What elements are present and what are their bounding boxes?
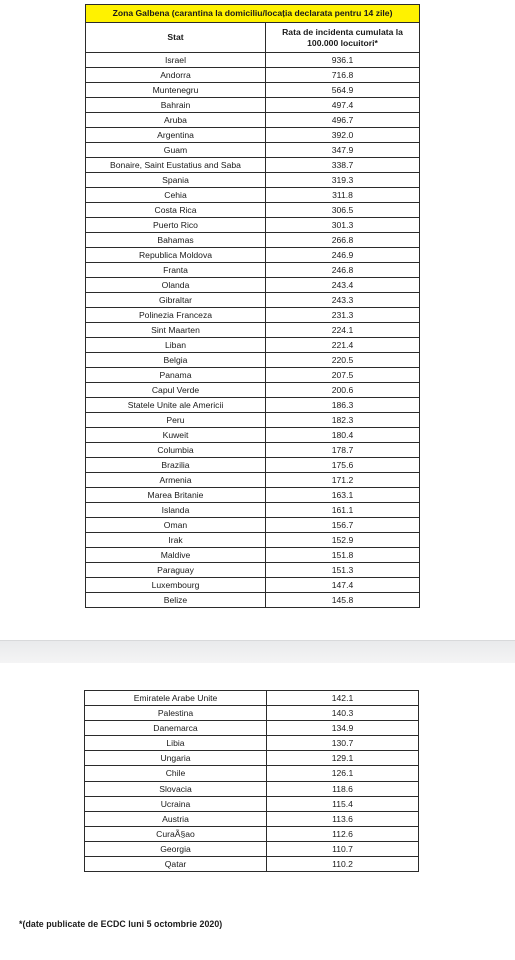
rate-cell: 134.9 <box>267 721 419 736</box>
country-cell: Kuweit <box>86 428 266 443</box>
table-row <box>86 503 420 518</box>
table-body-part1 <box>86 53 420 608</box>
table-row <box>86 338 420 353</box>
table-row <box>86 293 420 308</box>
country-cell: Franta <box>86 263 266 278</box>
table-row <box>86 383 420 398</box>
table-row <box>86 368 420 383</box>
table-row <box>86 203 420 218</box>
source-footnote: *(date publicate de ECDC luni 5 octombrie 2020) <box>19 919 223 929</box>
rate-cell: 113.6 <box>267 811 419 826</box>
table-row <box>86 128 420 143</box>
page-separator <box>0 640 515 664</box>
table-row <box>85 736 419 751</box>
table-row <box>86 53 420 68</box>
rate-cell: 243.3 <box>266 293 420 308</box>
country-cell: Ungaria <box>85 751 267 766</box>
table-row <box>86 323 420 338</box>
country-cell: Emiratele Arabe Unite <box>85 691 267 706</box>
rate-cell: 180.4 <box>266 428 420 443</box>
country-cell: Belize <box>86 593 266 608</box>
table-row <box>85 796 419 811</box>
table-row <box>86 593 420 608</box>
rate-cell: 110.2 <box>267 857 419 872</box>
table-row <box>86 578 420 593</box>
country-cell: Islanda <box>86 503 266 518</box>
country-cell: Statele Unite ale Americii <box>86 398 266 413</box>
rate-cell: 311.8 <box>266 188 420 203</box>
country-cell: Oman <box>86 518 266 533</box>
table-row <box>85 706 419 721</box>
table-row <box>86 218 420 233</box>
country-cell: Slovacia <box>85 781 267 796</box>
country-cell: Liban <box>86 338 266 353</box>
country-cell: Aruba <box>86 113 266 128</box>
table-row <box>86 488 420 503</box>
rate-cell: 220.5 <box>266 353 420 368</box>
rate-cell: 163.1 <box>266 488 420 503</box>
rate-cell: 301.3 <box>266 218 420 233</box>
rate-cell: 129.1 <box>267 751 419 766</box>
table-row <box>85 766 419 781</box>
table-title: Zona Galbena (carantina la domiciliu/locația declarata pentru 14 zile) <box>86 5 420 23</box>
rate-cell: 347.9 <box>266 143 420 158</box>
rate-cell: 178.7 <box>266 443 420 458</box>
table-row <box>86 413 420 428</box>
table-row <box>85 841 419 856</box>
country-cell: Brazilia <box>86 458 266 473</box>
country-cell: Peru <box>86 413 266 428</box>
table-row <box>86 263 420 278</box>
table-row <box>86 533 420 548</box>
incidence-table-part1 <box>85 4 420 608</box>
country-cell: Bonaire, Saint Eustatius and Saba <box>86 158 266 173</box>
table-row <box>85 691 419 706</box>
country-cell: Maldive <box>86 548 266 563</box>
rate-cell: 266.8 <box>266 233 420 248</box>
rate-cell: 175.6 <box>266 458 420 473</box>
table-row <box>86 173 420 188</box>
country-cell: Argentina <box>86 128 266 143</box>
table-row <box>86 443 420 458</box>
table-row <box>86 233 420 248</box>
country-cell: Republica Moldova <box>86 248 266 263</box>
country-cell: Polinezia Franceza <box>86 308 266 323</box>
rate-cell: 142.1 <box>267 691 419 706</box>
country-cell: Ucraina <box>85 796 267 811</box>
rate-cell: 171.2 <box>266 473 420 488</box>
rate-cell: 306.5 <box>266 203 420 218</box>
table-row <box>85 826 419 841</box>
country-cell: Gibraltar <box>86 293 266 308</box>
country-cell: Belgia <box>86 353 266 368</box>
rate-cell: 145.8 <box>266 593 420 608</box>
country-cell: Spania <box>86 173 266 188</box>
rate-cell: 152.9 <box>266 533 420 548</box>
country-cell: Puerto Rico <box>86 218 266 233</box>
table-row <box>85 751 419 766</box>
rate-cell: 392.0 <box>266 128 420 143</box>
rate-cell: 140.3 <box>267 706 419 721</box>
country-cell: Irak <box>86 533 266 548</box>
country-cell: Panama <box>86 368 266 383</box>
rate-cell: 221.4 <box>266 338 420 353</box>
country-cell: Olanda <box>86 278 266 293</box>
country-cell: Paraguay <box>86 563 266 578</box>
rate-cell: 151.8 <box>266 548 420 563</box>
table-row <box>86 563 420 578</box>
rate-cell: 207.5 <box>266 368 420 383</box>
rate-cell: 161.1 <box>266 503 420 518</box>
table-row <box>86 248 420 263</box>
table-row <box>86 548 420 563</box>
country-cell: CuraÃ§ao <box>85 826 267 841</box>
rate-cell: 151.3 <box>266 563 420 578</box>
table-row <box>86 473 420 488</box>
country-cell: Qatar <box>85 857 267 872</box>
country-cell: Armenia <box>86 473 266 488</box>
rate-cell: 112.6 <box>267 826 419 841</box>
incidence-table-part2 <box>84 690 419 872</box>
rate-cell: 936.1 <box>266 53 420 68</box>
table-row <box>86 158 420 173</box>
table-row <box>86 278 420 293</box>
column-header-country: Stat <box>86 23 266 53</box>
country-cell: Palestina <box>85 706 267 721</box>
rate-cell: 231.3 <box>266 308 420 323</box>
rate-cell: 224.1 <box>266 323 420 338</box>
rate-cell: 118.6 <box>267 781 419 796</box>
table-row <box>86 188 420 203</box>
rate-cell: 115.4 <box>267 796 419 811</box>
rate-cell: 182.3 <box>266 413 420 428</box>
country-cell: Luxembourg <box>86 578 266 593</box>
rate-cell: 497.4 <box>266 98 420 113</box>
rate-cell: 186.3 <box>266 398 420 413</box>
rate-cell: 716.8 <box>266 68 420 83</box>
country-cell: Austria <box>85 811 267 826</box>
country-cell: Muntenegru <box>86 83 266 98</box>
table-row <box>86 353 420 368</box>
country-cell: Marea Britanie <box>86 488 266 503</box>
country-cell: Columbia <box>86 443 266 458</box>
table-row <box>86 68 420 83</box>
rate-cell: 126.1 <box>267 766 419 781</box>
table-row <box>86 83 420 98</box>
table-row <box>85 781 419 796</box>
table-row <box>86 428 420 443</box>
rate-cell: 130.7 <box>267 736 419 751</box>
rate-cell: 243.4 <box>266 278 420 293</box>
column-header-rate <box>266 23 420 53</box>
rate-cell: 156.7 <box>266 518 420 533</box>
rate-cell: 246.9 <box>266 248 420 263</box>
country-cell: Capul Verde <box>86 383 266 398</box>
country-cell: Bahrain <box>86 98 266 113</box>
table-row <box>86 518 420 533</box>
country-cell: Cehia <box>86 188 266 203</box>
rate-cell: 200.6 <box>266 383 420 398</box>
country-cell: Chile <box>85 766 267 781</box>
rate-cell: 564.9 <box>266 83 420 98</box>
rate-cell: 110.7 <box>267 841 419 856</box>
rate-cell: 496.7 <box>266 113 420 128</box>
country-cell: Israel <box>86 53 266 68</box>
table-row <box>85 811 419 826</box>
table-row <box>85 721 419 736</box>
country-cell: Sint Maarten <box>86 323 266 338</box>
table-row <box>86 113 420 128</box>
table-row <box>85 857 419 872</box>
country-cell: Georgia <box>85 841 267 856</box>
table-row <box>86 458 420 473</box>
table-row <box>86 308 420 323</box>
rate-header-line1: Rata de incidenta cumulata la <box>282 26 403 37</box>
table-body-part2 <box>85 691 419 872</box>
country-cell: Bahamas <box>86 233 266 248</box>
country-cell: Costa Rica <box>86 203 266 218</box>
rate-header-line2: 100.000 locuitori* <box>307 37 378 48</box>
table-row <box>86 398 420 413</box>
rate-cell: 319.3 <box>266 173 420 188</box>
table-row <box>86 143 420 158</box>
rate-cell: 147.4 <box>266 578 420 593</box>
country-cell: Danemarca <box>85 721 267 736</box>
rate-cell: 338.7 <box>266 158 420 173</box>
table-row <box>86 98 420 113</box>
country-cell: Libia <box>85 736 267 751</box>
rate-cell: 246.8 <box>266 263 420 278</box>
country-cell: Guam <box>86 143 266 158</box>
country-cell: Andorra <box>86 68 266 83</box>
